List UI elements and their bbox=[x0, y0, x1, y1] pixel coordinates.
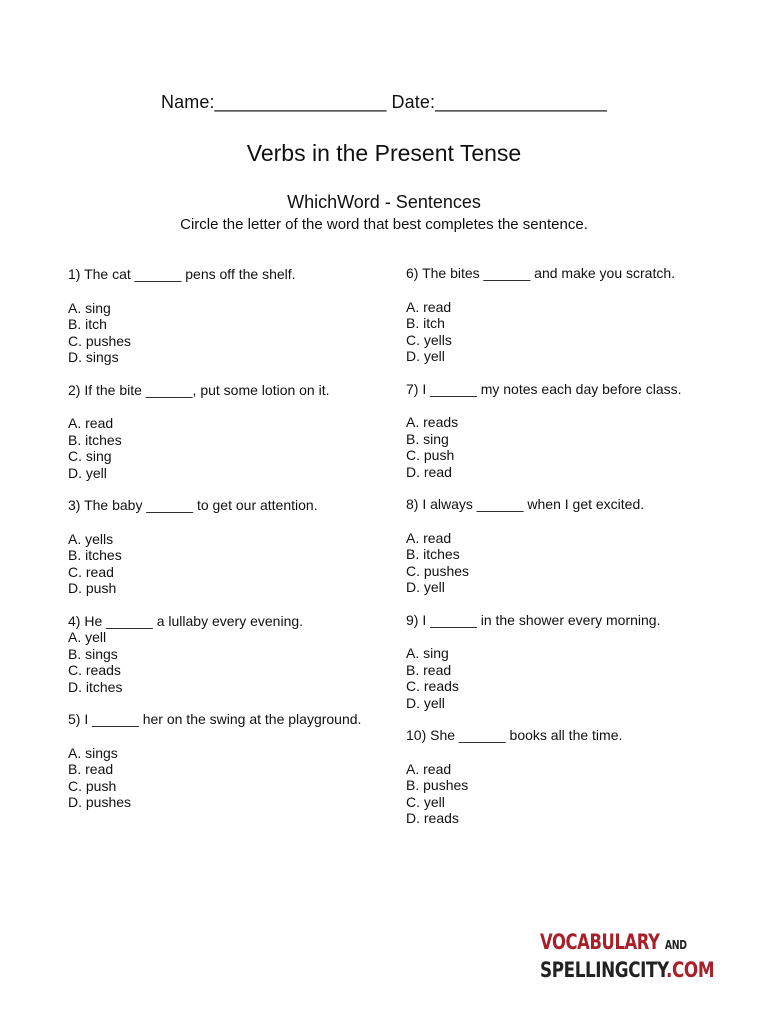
question-spacer bbox=[406, 744, 726, 761]
answer-option: B. pushes bbox=[406, 777, 469, 793]
question-text: 5) I ______ her on the swing at the playground. bbox=[68, 711, 362, 727]
answer-option: C. yells bbox=[406, 331, 452, 348]
answer-option: C. push bbox=[68, 777, 117, 794]
question-block bbox=[406, 381, 726, 481]
vocabulary-spellingcity-logo bbox=[540, 930, 715, 990]
answer-option: D. yell bbox=[406, 694, 445, 711]
logo-word-and: AND bbox=[664, 938, 687, 952]
question-text: 6) The bites ______ and make you scratch. bbox=[406, 265, 676, 281]
question-spacer bbox=[406, 282, 726, 299]
question-block bbox=[406, 496, 726, 596]
question-spacer bbox=[68, 514, 388, 531]
answer-option: C. reads bbox=[68, 662, 121, 678]
answer-option: A. sings bbox=[68, 744, 118, 761]
answer-option: A. read bbox=[68, 415, 114, 431]
answer-option: D. push bbox=[68, 580, 117, 596]
answer-option: A. read bbox=[406, 298, 452, 315]
answer-option: C. read bbox=[68, 563, 114, 580]
question-spacer bbox=[68, 283, 388, 300]
question-block bbox=[68, 382, 388, 482]
question-block bbox=[406, 265, 726, 365]
question-text: 4) He ______ a lullaby every evening. bbox=[68, 612, 304, 629]
answer-option: C. yell bbox=[406, 793, 445, 810]
answer-option: B. sings bbox=[68, 645, 118, 662]
question-spacer bbox=[406, 628, 726, 645]
answer-option: B. itches bbox=[406, 546, 460, 562]
answer-option: D. yell bbox=[406, 579, 445, 595]
answer-option: B. itch bbox=[68, 316, 107, 332]
answer-option: A. sing bbox=[68, 299, 111, 316]
question-text: 7) I ______ my notes each day before class. bbox=[406, 380, 682, 397]
answer-option: D. sings bbox=[68, 349, 119, 365]
page-title: Verbs in the Present Tense bbox=[246, 140, 522, 166]
question-block bbox=[406, 612, 726, 712]
questions-left-column bbox=[68, 266, 388, 827]
question-block bbox=[68, 711, 388, 811]
answer-option: C. pushes bbox=[406, 562, 470, 579]
answer-option: A. reads bbox=[406, 414, 459, 430]
answer-option: B. itches bbox=[68, 547, 122, 563]
question-block bbox=[68, 497, 388, 597]
answer-option: D. read bbox=[406, 463, 452, 480]
answer-option: B. sing bbox=[406, 430, 449, 447]
answer-option: D. pushes bbox=[68, 794, 132, 810]
questions-right-column bbox=[406, 265, 726, 843]
answer-option: A. read bbox=[406, 529, 452, 546]
answer-option: C. pushes bbox=[68, 332, 132, 349]
answer-option: A. yell bbox=[68, 629, 107, 645]
question-text: 8) I always ______ when I get excited. bbox=[406, 496, 645, 512]
answer-option: B. itch bbox=[406, 315, 445, 331]
question-spacer bbox=[68, 398, 388, 415]
question-spacer bbox=[406, 397, 726, 414]
answer-option: A. read bbox=[406, 760, 452, 777]
answer-option: D. yell bbox=[406, 348, 445, 364]
logo-line-2 bbox=[540, 958, 714, 982]
question-spacer bbox=[406, 513, 726, 530]
name-date-line: Name:_________________ Date:_________________ bbox=[161, 92, 607, 112]
answer-option: B. itches bbox=[68, 431, 122, 448]
answer-option: B. read bbox=[68, 761, 114, 777]
question-block bbox=[68, 266, 388, 366]
question-block bbox=[406, 727, 726, 827]
question-text: 1) The cat ______ pens off the shelf. bbox=[68, 266, 296, 282]
instructions: Circle the letter of the word that best completes the sentence. bbox=[180, 216, 588, 233]
answer-option: D. itches bbox=[68, 678, 123, 695]
worksheet-subtitle: WhichWord - Sentences bbox=[287, 192, 481, 212]
logo-line-1 bbox=[540, 930, 687, 954]
answer-option: B. read bbox=[406, 661, 452, 678]
answer-option: A. sing bbox=[406, 645, 449, 661]
question-spacer bbox=[68, 728, 388, 745]
question-text: 9) I ______ in the shower every morning. bbox=[406, 611, 661, 628]
question-block bbox=[68, 613, 388, 696]
question-text: 2) If the bite ______, put some lotion on it. bbox=[68, 381, 330, 398]
answer-option: D. reads bbox=[406, 810, 459, 826]
logo-word-com: .COM bbox=[666, 958, 715, 982]
logo-word-spellingcity: SPELLINGCITY bbox=[540, 958, 667, 982]
question-text: 3) The baby ______ to get our attention. bbox=[68, 497, 318, 513]
logo-word-vocabulary: VOCABULARY bbox=[540, 930, 660, 954]
answer-option: C. push bbox=[406, 447, 455, 463]
question-text: 10) She ______ books all the time. bbox=[406, 727, 623, 743]
answer-option: A. yells bbox=[68, 530, 114, 547]
answer-option: C. reads bbox=[406, 678, 459, 694]
answer-option: C. sing bbox=[68, 448, 112, 464]
answer-option: D. yell bbox=[68, 464, 107, 481]
